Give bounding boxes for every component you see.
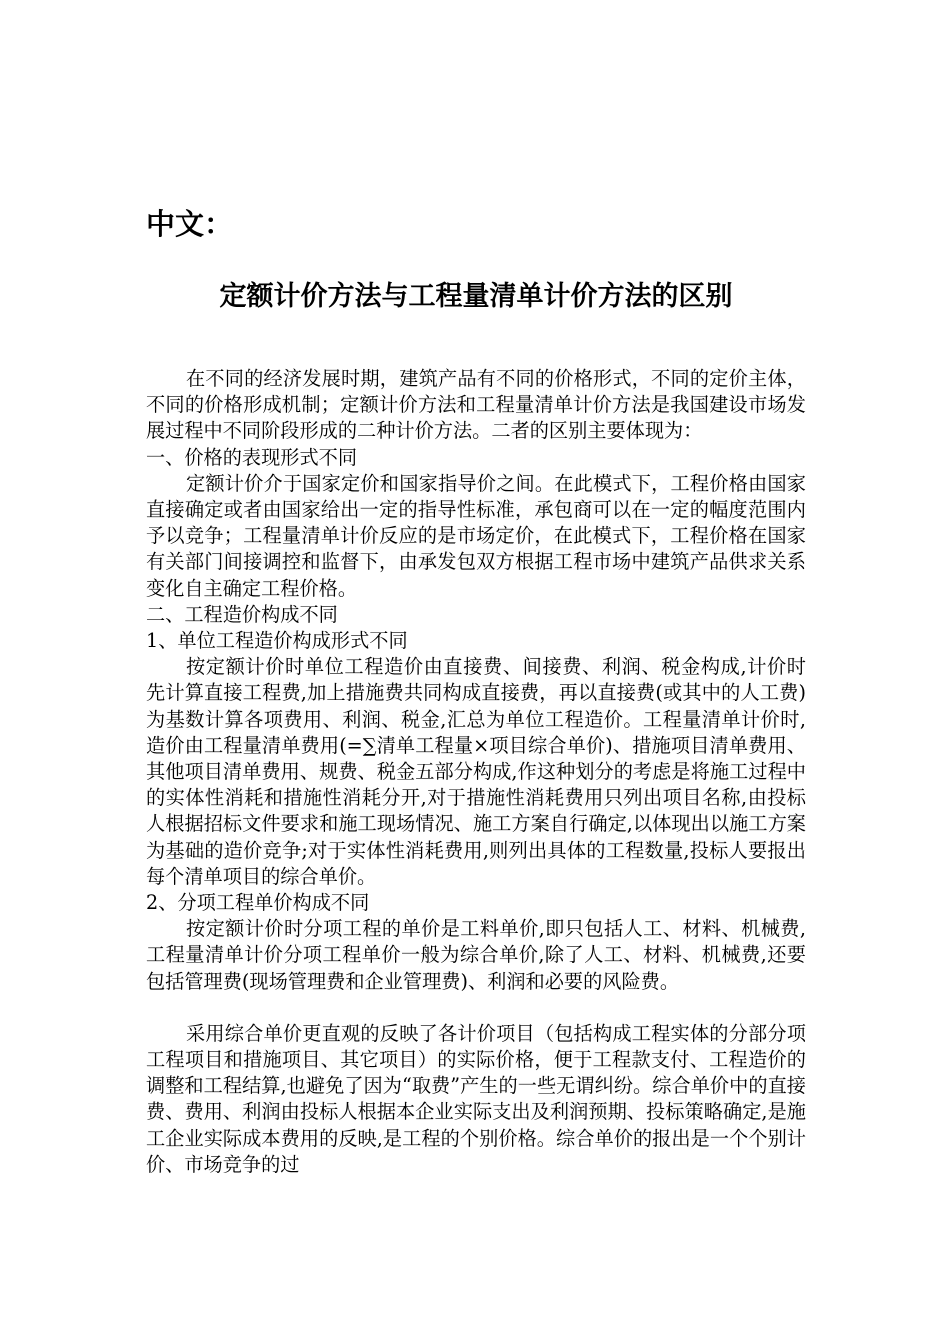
intro-paragraph: 在不同的经济发展时期，建筑产品有不同的价格形式，不同的定价主体，不同的价格形成机制；定额计价方法和工程量清单计价方法是我国建设市场发展过程中不同阶段形成的二种计价方法。二者的区别主要体现为： xyxy=(146,367,806,443)
subsection-2-2-paragraph: 按定额计价时分项工程的单价是工料单价,即只包括人工、材料、机械费,工程量清单计价分项工程单价一般为综合单价,除了人工、材料、机械费,还要包括管理费(现场管理费和企业管理费)、利润和必要的风险费。 xyxy=(146,917,806,993)
document-title: 定额计价方法与工程量清单计价方法的区别 xyxy=(219,281,733,312)
section-heading-2: 二、工程造价构成不同 xyxy=(146,602,338,626)
subsection-heading-2-2: 2、分项工程单价构成不同 xyxy=(146,891,370,915)
document-body xyxy=(146,366,806,1178)
language-heading: 中文： xyxy=(146,207,234,241)
paragraph-spacer xyxy=(146,995,806,1021)
subsection-2-1-paragraph: 按定额计价时单位工程造价由直接费、间接费、利润、税金构成,计价时先计算直接工程费,加上措施费共同构成直接费，再以直接费(或其中的人工费)为基数计算各项费用、利润、税金,汇总为单位工程造价。工程量清单计价时,造价由工程量清单费用(=∑清单工程量×项目综合单价)、措施项目清单费用、其他项目清单费用、规费、税金五部分构成,作这种划分的考虑是将施工过程中的实体性消耗和措施性消耗分开,对于措施性消耗费用只列出项目名称,由投标人根据招标文件要求和施工现场情况、施工方案自行确定,以体现出以施工方案为基础的造价竞争;对于实体性消耗费用,则列出具体的工程数量,投标人要报出每个清单项目的综合单价。 xyxy=(146,655,806,888)
section-1-paragraph: 定额计价介于国家定价和国家指导价之间。在此模式下，工程价格由国家直接确定或者由国家给出一定的指导性标准，承包商可以在一定的幅度范围内予以竞争；工程量清单计价反应的是市场定价，在此模式下，工程价格在国家有关部门间接调控和监督下，由承发包双方根据工程市场中建筑产品供求关系变化自主确定工程价格。 xyxy=(146,471,806,600)
section-heading-1: 一、价格的表现形式不同 xyxy=(146,445,358,469)
comprehensive-price-paragraph: 采用综合单价更直观的反映了各计价项目（包括构成工程实体的分部分项工程项目和措施项目、其它项目）的实际价格，便于工程款支付、工程造价的调整和工程结算,也避免了因为“取费”产生的一些无谓纠纷。综合单价中的直接费、费用、利润由投标人根据本企业实际支出及利润预期、投标策略确定,是施工企业实际成本费用的反映,是工程的个别价格。综合单价的报出是一个个别计价、市场竞争的过 xyxy=(146,1021,806,1176)
subsection-heading-2-1: 1、单位工程造价构成形式不同 xyxy=(146,629,408,653)
